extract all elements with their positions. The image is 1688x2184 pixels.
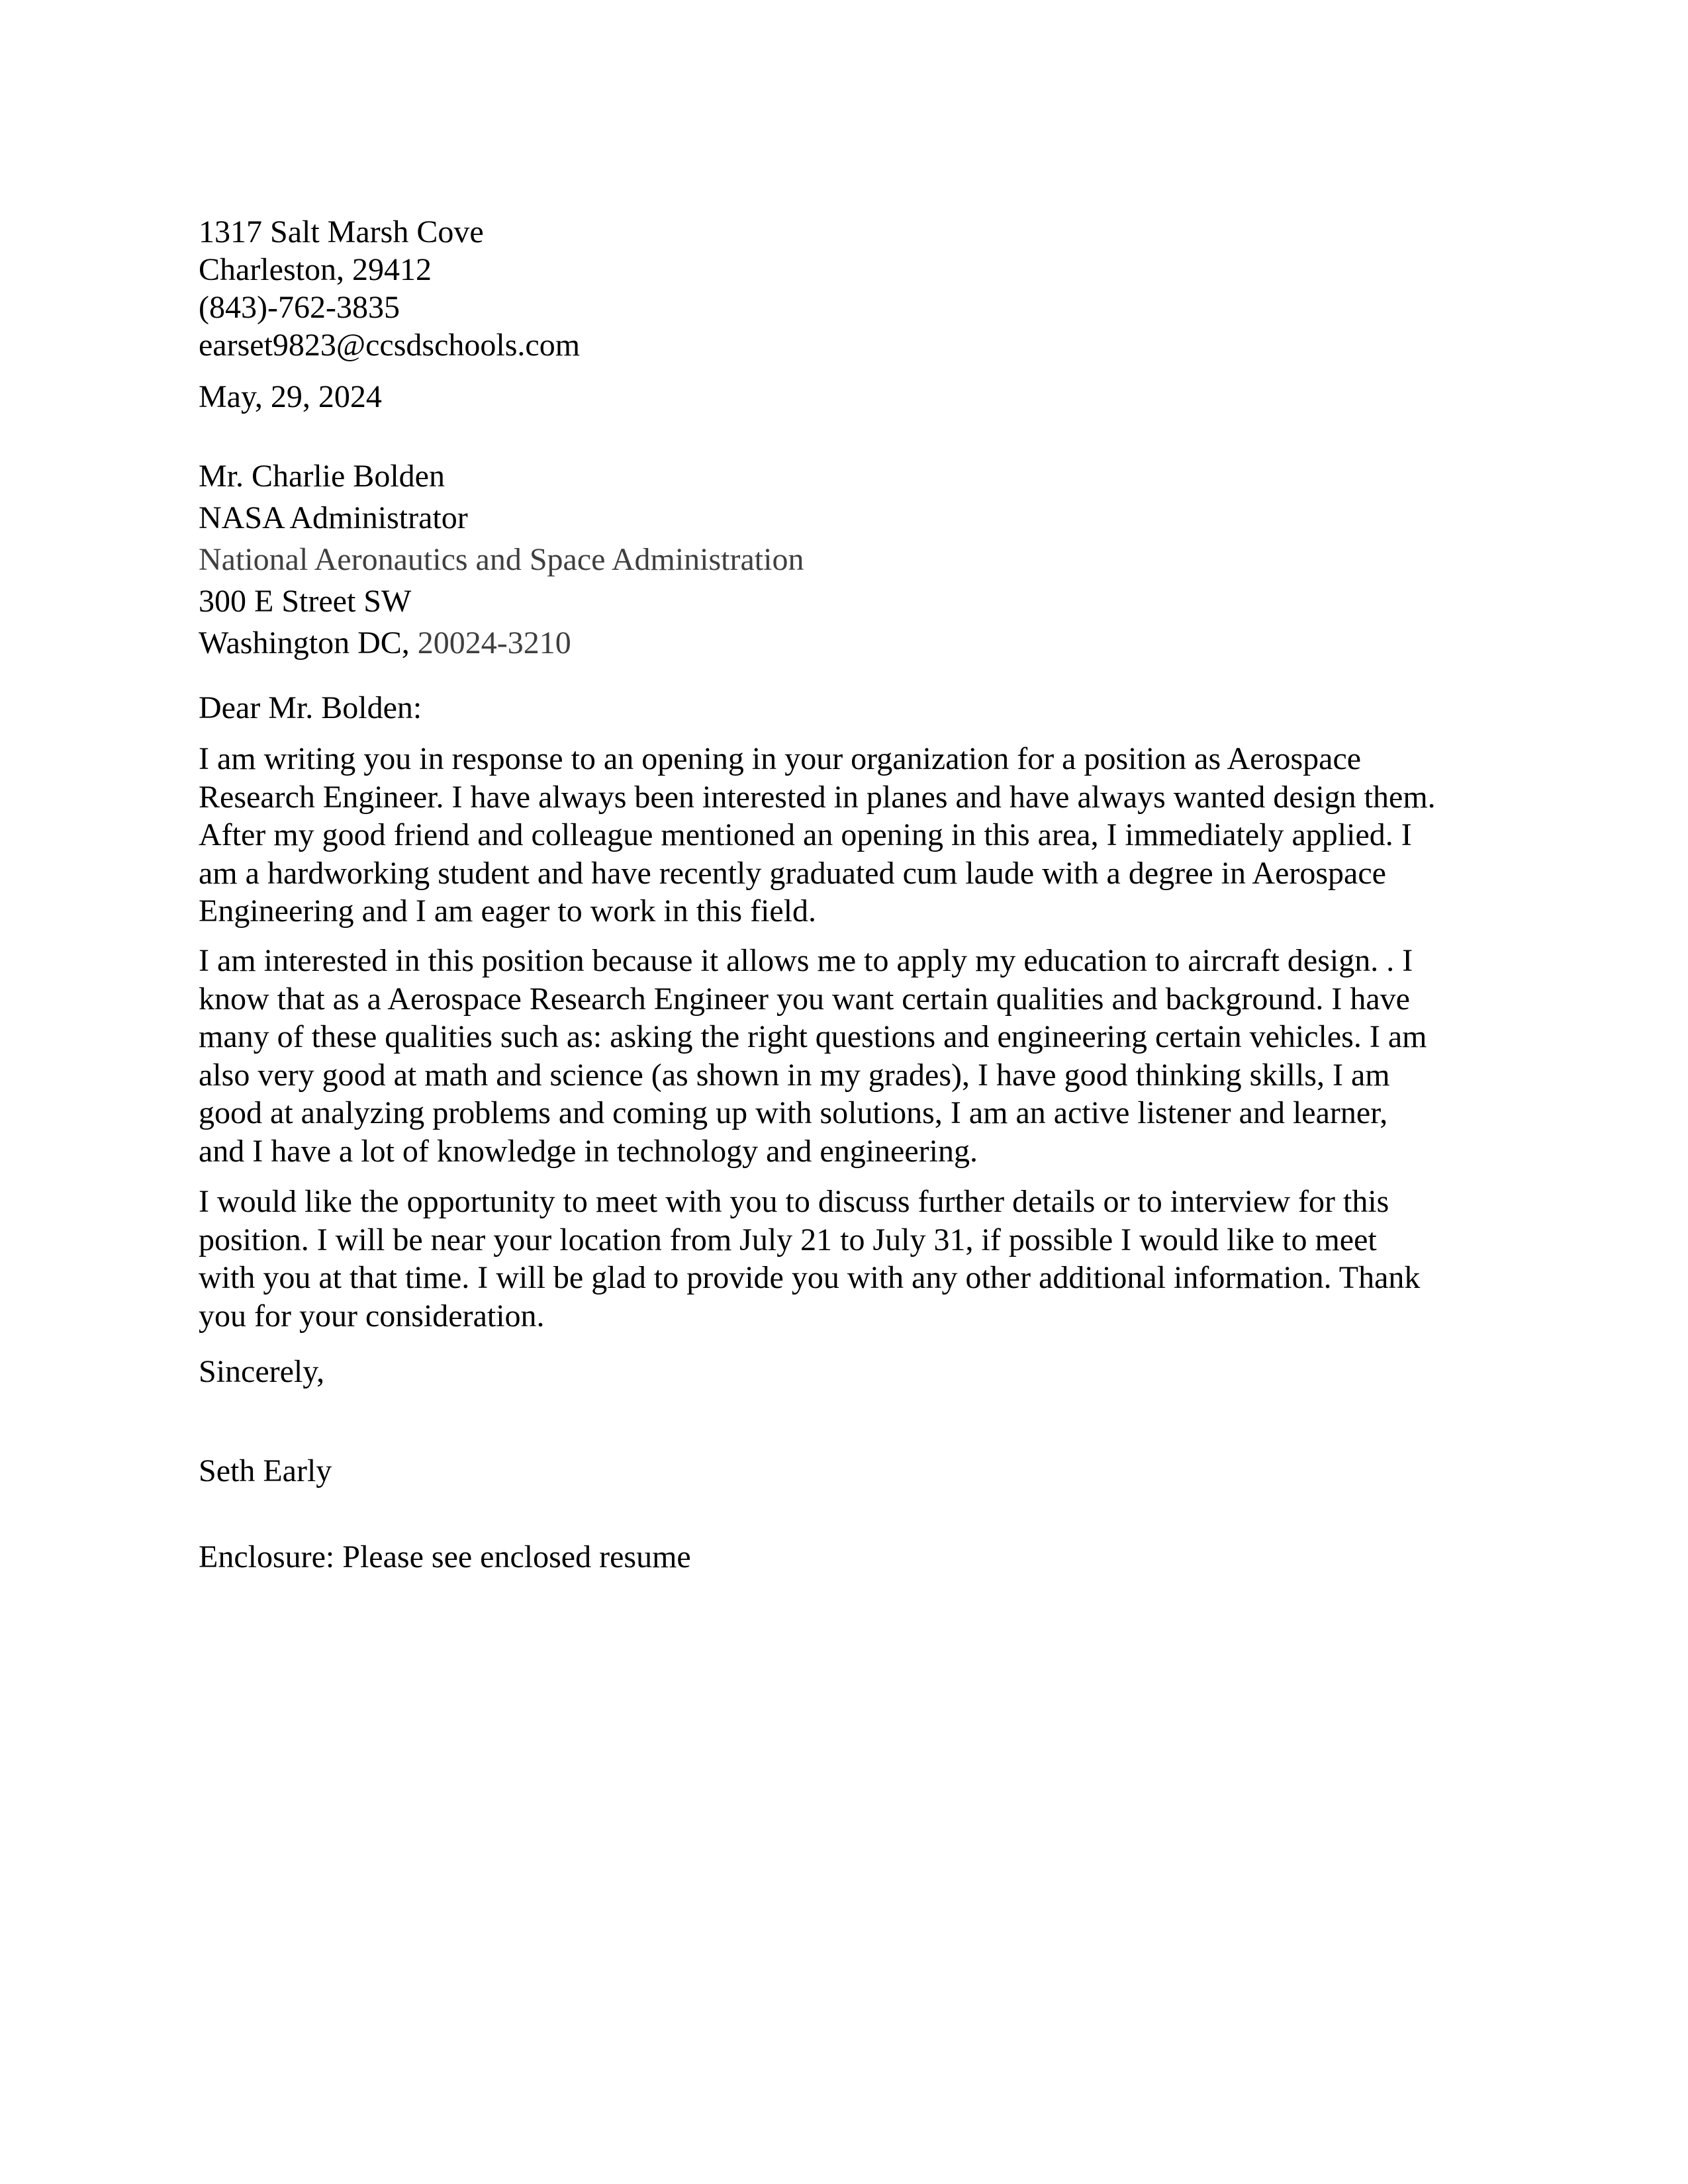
paragraph-line: Research Engineer. I have always been interested in planes and have always wanted design them. bbox=[199, 779, 1436, 815]
paragraph-line: and I have a lot of knowledge in technology and engineering. bbox=[199, 1133, 978, 1169]
enclosure-note: Enclosure: Please see enclosed resume bbox=[199, 1539, 691, 1574]
sender-city-zip: Charleston, 29412 bbox=[199, 252, 432, 287]
paragraph-line: I am interested in this position because it allows me to apply my education to aircraft design. . I bbox=[199, 943, 1413, 978]
sender-address bbox=[199, 213, 1523, 364]
paragraph-line: many of these qualities such as: asking the right questions and engineering certain vehicles. I am bbox=[199, 1019, 1427, 1054]
sender-street: 1317 Salt Marsh Cove bbox=[199, 214, 484, 250]
body-paragraph-1 bbox=[199, 740, 1523, 931]
body-paragraph-3 bbox=[199, 1183, 1523, 1335]
paragraph-line: know that as a Aerospace Research Engineer you want certain qualities and background. I have bbox=[199, 981, 1410, 1017]
paragraph-line: you for your consideration. bbox=[199, 1298, 545, 1334]
paragraph-line: Engineering and I am eager to work in this field. bbox=[199, 893, 817, 929]
recipient-address bbox=[199, 455, 1523, 664]
closing: Sincerely, bbox=[199, 1354, 325, 1389]
paragraph-line: I would like the opportunity to meet with you to discuss further details or to interview for this bbox=[199, 1184, 1389, 1219]
paragraph-line: also very good at math and science (as shown in my grades), I have good thinking skills, I am bbox=[199, 1057, 1390, 1093]
letter-date: May, 29, 2024 bbox=[199, 379, 382, 414]
salutation: Dear Mr. Bolden: bbox=[199, 690, 422, 725]
recipient-organization: National Aeronautics and Space Administration bbox=[199, 542, 804, 577]
sender-phone: (843)-762-3835 bbox=[199, 290, 400, 325]
paragraph-line: am a hardworking student and have recently graduated cum laude with a degree in Aerospace bbox=[199, 855, 1386, 891]
paragraph-line: After my good friend and colleague mentioned an opening in this area, I immediately applied. I bbox=[199, 817, 1412, 852]
sender-email: earset9823@ccsdschools.com bbox=[199, 328, 581, 363]
paragraph-line: I am writing you in response to an opening in your organization for a position as Aerospace bbox=[199, 741, 1362, 776]
recipient-city: Washington DC, bbox=[199, 625, 418, 660]
paragraph-line: position. I will be near your location from July 21 to July 31, if possible I would like to meet bbox=[199, 1222, 1377, 1257]
recipient-title: NASA Administrator bbox=[199, 500, 468, 535]
paragraph-line: good at analyzing problems and coming up with solutions, I am an active listener and learner, bbox=[199, 1095, 1388, 1130]
recipient-name: Mr. Charlie Bolden bbox=[199, 459, 445, 494]
recipient-zip: 20024-3210 bbox=[417, 625, 571, 660]
recipient-street: 300 E Street SW bbox=[199, 584, 412, 619]
body-paragraph-2 bbox=[199, 942, 1523, 1170]
signature-name: Seth Early bbox=[199, 1453, 332, 1488]
recipient-city-line bbox=[199, 622, 1523, 664]
paragraph-line: with you at that time. I will be glad to provide you with any other additional information. Thank bbox=[199, 1260, 1421, 1295]
